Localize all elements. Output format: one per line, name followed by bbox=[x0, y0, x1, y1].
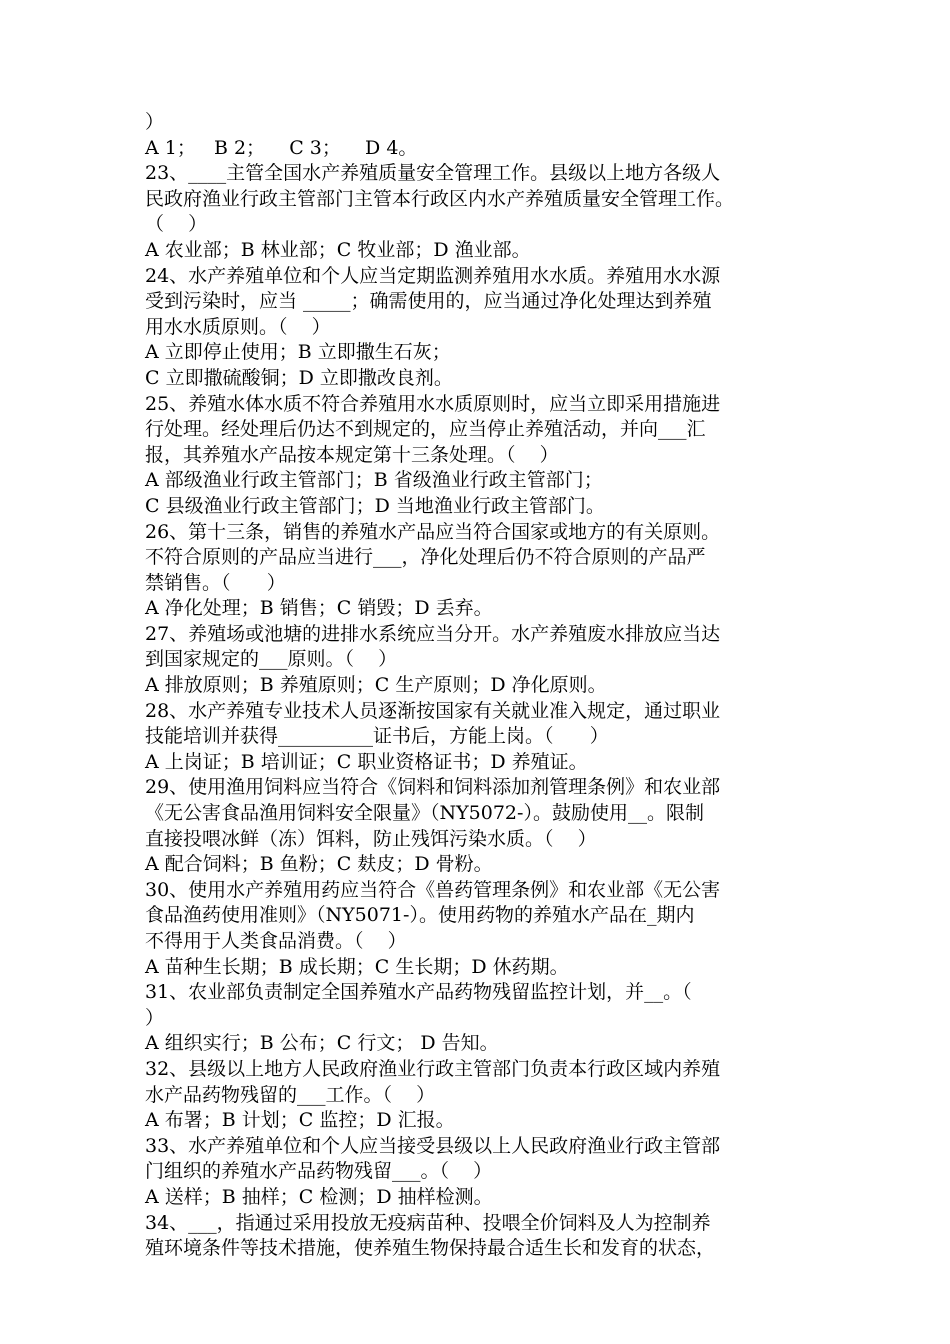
text-line: 28、水产养殖专业技术人员逐渐按国家有关就业准入规定，通过职业 bbox=[145, 699, 721, 722]
text-line: 33、水产养殖单位和个人应当接受县级以上人民政府渔业行政主管部 bbox=[145, 1134, 721, 1157]
text-line: 殖环境条件等技术措施，使养殖生物保持最合适生长和发育的状态， bbox=[145, 1237, 716, 1260]
text-line: 不得用于人类食品消费。（ ） bbox=[145, 930, 407, 952]
text-line: 报，其养殖水产品按本规定第十三条处理。（ ） bbox=[145, 443, 559, 466]
text-line: 行处理。经处理后仍达不到规定的，应当停止养殖活动，并向___汇 bbox=[145, 418, 706, 441]
text-line: A 部级渔业行政主管部门；B 省级渔业行政主管部门； bbox=[145, 469, 603, 492]
text-line: A 布署；B 计划；C 监控；D 汇报。 bbox=[145, 1109, 455, 1132]
text-line: 受到污染时，应当 _____；确需使用的，应当通过净化处理达到养殖 bbox=[145, 290, 712, 313]
text-line: 门组织的养殖水产品药物残留___。（ ） bbox=[145, 1160, 493, 1183]
text-line: A 立即停止使用；B 立即撒生石灰； bbox=[145, 341, 451, 364]
text-line: 24、水产养殖单位和个人应当定期监测养殖用水水质。养殖用水水源 bbox=[145, 264, 721, 287]
text-line: ） bbox=[145, 1006, 165, 1029]
text-line: A 组织实行；B 公布；C 行文； D 告知。 bbox=[145, 1032, 499, 1055]
text-line: A 配合饲料；B 鱼粉；C 麸皮；D 骨粉。 bbox=[145, 853, 493, 876]
text-line: 到国家规定的___原则。（ ） bbox=[145, 648, 398, 671]
document-page bbox=[145, 110, 825, 1262]
text-line: ） bbox=[145, 111, 165, 133]
text-line: 29、使用渔用饲料应当符合《饲料和饲料添加剂管理条例》和农业部 bbox=[145, 776, 721, 799]
text-line: 31、农业部负责制定全国养殖水产品药物残留监控计划，并__。（ bbox=[145, 981, 692, 1004]
text-line: A 1； B 2； C 3； D 4。 bbox=[145, 136, 418, 159]
text-line: 不符合原则的产品应当进行___，净化处理后仍不符合原则的产品严 bbox=[145, 546, 706, 569]
text-line: 30、使用水产养殖用药应当符合《兽药管理条例》和农业部《无公害 bbox=[145, 878, 721, 901]
text-line: A 净化处理；B 销售；C 销毁；D 丢弃。 bbox=[145, 597, 493, 620]
text-line: 25、养殖水体水质不符合养殖用水水质原则时，应当立即采用措施进 bbox=[145, 392, 721, 415]
text-line: 直接投喂冰鲜（冻）饵料，防止残饵污染水质。（ ） bbox=[145, 827, 597, 850]
text-line: 23、____主管全国水产养殖质量安全管理工作。县级以上地方各级人 bbox=[145, 162, 721, 185]
text-line: 食品渔药使用准则》（NY5071-）。使用药物的养殖水产品在_期内 bbox=[145, 904, 695, 927]
text-line: 用水水质原则。（ ） bbox=[145, 315, 331, 338]
text-line: C 县级渔业行政主管部门；D 当地渔业行政主管部门。 bbox=[145, 494, 605, 517]
text-line: 32、县级以上地方人民政府渔业行政主管部门负责本行政区域内养殖 bbox=[145, 1057, 721, 1080]
text-line: 26、第十三条，销售的养殖水产品应当符合国家或地方的有关原则。 bbox=[145, 520, 721, 543]
text-line: （ ） bbox=[145, 213, 208, 236]
text-line: A 上岗证；B 培训证；C 职业资格证书；D 养殖证。 bbox=[145, 750, 588, 773]
text-line: 34、___，指通过采用投放无疫病苗种、投喂全价饲料及人为控制养 bbox=[145, 1211, 711, 1234]
text-line: A 苗种生长期；B 成长期；C 生长期；D 休药期。 bbox=[145, 955, 569, 978]
text-line: A 农业部；B 林业部；C 牧业部；D 渔业部。 bbox=[145, 238, 531, 261]
text-line: C 立即撒硫酸铜；D 立即撒改良剂。 bbox=[145, 366, 453, 389]
text-line: 《无公害食品渔用饲料安全限量》（NY5072-）。鼓励使用__。限制 bbox=[145, 802, 704, 825]
text-line: 27、养殖场或池塘的进排水系统应当分开。水产养殖废水排放应当达 bbox=[145, 622, 721, 645]
text-line: 民政府渔业行政主管部门主管本行政区内水产养殖质量安全管理工作。 bbox=[145, 187, 735, 210]
text-line: 技能培训并获得__________证书后，方能上岗。（ ） bbox=[145, 725, 609, 748]
text-line: 禁销售。（ ） bbox=[145, 571, 286, 594]
text-line: A 排放原则；B 养殖原则；C 生产原则；D 净化原则。 bbox=[145, 674, 607, 697]
text-line: A 送样；B 抽样；C 检测；D 抽样检测。 bbox=[145, 1185, 493, 1208]
text-line: 水产品药物残留的___工作。（ ） bbox=[145, 1083, 436, 1106]
